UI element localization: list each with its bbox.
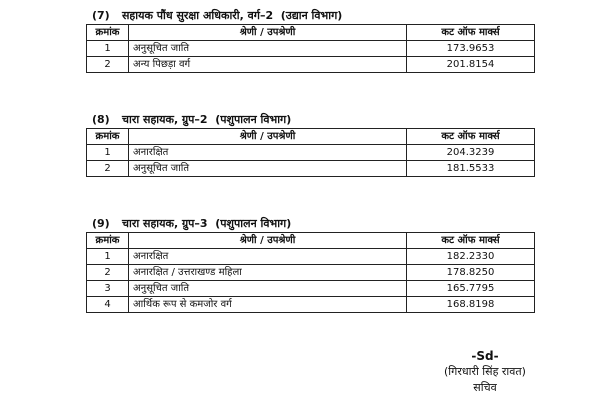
row-marks: 181.5533 [407, 161, 535, 177]
row-marks: 178.8250 [407, 265, 535, 281]
header-sn: क्रमांक [87, 129, 129, 145]
table-row [87, 57, 535, 73]
section-8 [86, 112, 534, 177]
section-title: चारा सहायक, ग्रुप–2 [122, 113, 208, 126]
section-department: (पशुपालन विभाग) [215, 217, 292, 230]
row-sn: 2 [87, 57, 129, 73]
table-row [87, 281, 535, 297]
cutoff-table [86, 24, 535, 73]
row-category: आर्थिक रूप से कमजोर वर्ग [129, 297, 407, 313]
table-row [87, 41, 535, 57]
signature-sd: -Sd- [471, 349, 499, 363]
row-category: अनुसूचित जाति [129, 281, 407, 297]
section-9 [86, 216, 534, 313]
row-marks: 182.2330 [407, 249, 535, 265]
section-heading [86, 216, 534, 232]
section-number: (8) [92, 113, 110, 126]
header-cutoff: कट ऑफ मार्क्स [407, 25, 535, 41]
row-category: अन्य पिछड़ा वर्ग [129, 57, 407, 73]
signatory-name: (गिरधारी सिंह रावत) [444, 365, 526, 378]
row-marks: 173.9653 [407, 41, 535, 57]
section-number: (9) [92, 217, 110, 230]
table-row [87, 265, 535, 281]
table-row [87, 145, 535, 161]
row-sn: 1 [87, 41, 129, 57]
section-heading [86, 112, 534, 128]
header-category: श्रेणी / उपश्रेणी [129, 129, 407, 145]
table-row [87, 249, 535, 265]
section-title: चारा सहायक, ग्रुप–3 [122, 217, 208, 230]
row-marks: 201.8154 [407, 57, 535, 73]
table-header-row [87, 233, 535, 249]
cutoff-table [86, 128, 535, 177]
row-sn: 2 [87, 161, 129, 177]
header-sn: क्रमांक [87, 233, 129, 249]
section-7 [86, 8, 534, 73]
row-sn: 4 [87, 297, 129, 313]
row-marks: 165.7795 [407, 281, 535, 297]
section-title: सहायक पौंध सुरक्षा अधिकारी, वर्ग–2 [122, 9, 274, 22]
row-category: अनारक्षित [129, 145, 407, 161]
row-category: अनुसूचित जाति [129, 161, 407, 177]
row-category: अनुसूचित जाति [129, 41, 407, 57]
row-sn: 1 [87, 249, 129, 265]
row-sn: 1 [87, 145, 129, 161]
header-cutoff: कट ऑफ मार्क्स [407, 233, 535, 249]
row-category: अनारक्षित / उत्तराखण्ड महिला [129, 265, 407, 281]
section-department: (उद्यान विभाग) [280, 9, 343, 22]
header-category: श्रेणी / उपश्रेणी [129, 233, 407, 249]
table-row [87, 161, 535, 177]
table-row [87, 297, 535, 313]
signature-block [420, 348, 550, 396]
header-sn: क्रमांक [87, 25, 129, 41]
section-number: (7) [92, 9, 110, 22]
header-category: श्रेणी / उपश्रेणी [129, 25, 407, 41]
row-marks: 168.8198 [407, 297, 535, 313]
table-header-row [87, 25, 535, 41]
row-marks: 204.3239 [407, 145, 535, 161]
row-sn: 2 [87, 265, 129, 281]
table-header-row [87, 129, 535, 145]
section-heading [86, 8, 534, 24]
row-sn: 3 [87, 281, 129, 297]
signatory-designation: सचिव [473, 381, 497, 394]
cutoff-table [86, 232, 535, 313]
header-cutoff: कट ऑफ मार्क्स [407, 129, 535, 145]
section-department: (पशुपालन विभाग) [215, 113, 292, 126]
row-category: अनारक्षित [129, 249, 407, 265]
